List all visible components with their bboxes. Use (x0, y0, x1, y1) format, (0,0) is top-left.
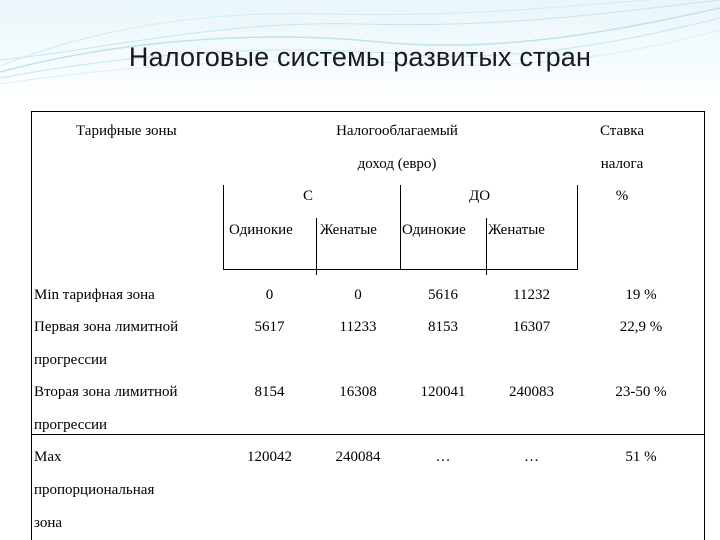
subheader-single: Одинокие (229, 222, 293, 238)
table-cell: 16307 (512, 319, 551, 335)
zone-label: Min тарифная зона (34, 287, 155, 303)
table-cell: 11232 (513, 287, 550, 303)
table-cell: 240084 (335, 449, 381, 465)
header-income-line1: Налогооблагаемый (336, 123, 458, 139)
header-divider (223, 269, 578, 270)
table-cell: 16308 (339, 384, 377, 400)
zone-label: зона (34, 515, 63, 531)
rate-cell: 22,9 % (619, 319, 663, 335)
column-divider (400, 185, 401, 269)
table-cell: 8154 (254, 384, 285, 400)
zone-label: пропорциональная (34, 482, 155, 498)
subheader-single: Одинокие (402, 222, 466, 238)
table-cell: 0 (354, 287, 362, 303)
column-divider (316, 218, 317, 275)
table-cell: … (435, 449, 451, 465)
table-cell: 5617 (254, 319, 285, 335)
table-cell: 11233 (339, 319, 377, 335)
header-from: С (303, 188, 314, 204)
header-to: ДО (469, 188, 491, 204)
zone-label: Первая зона лимитной (34, 319, 179, 335)
rate-cell: 19 % (625, 287, 657, 303)
header-rate-line1: Ставка (599, 123, 644, 139)
column-divider (486, 218, 487, 275)
page-title: Налоговые системы развитых стран (128, 42, 592, 72)
rate-cell: 23-50 % (615, 384, 667, 400)
header-zones: Тарифные зоны (76, 123, 177, 139)
table-cell: 120042 (247, 449, 292, 465)
table-cell: 120041 (420, 384, 466, 400)
zone-label: Max (34, 449, 62, 465)
zone-label: Вторая зона лимитной (34, 384, 178, 400)
subheader-married: Женатые (320, 222, 377, 238)
zone-label: прогрессии (34, 352, 108, 368)
table-cell: 0 (265, 287, 274, 303)
column-divider (223, 185, 224, 269)
rate-cell: 51 % (625, 449, 657, 465)
table-cell: 8153 (428, 319, 458, 335)
row-divider (32, 434, 704, 435)
header-income-line2: доход (евро) (357, 156, 437, 172)
table-cell: … (524, 449, 539, 465)
subheader-married: Женатые (488, 222, 545, 238)
table-cell: 5616 (428, 287, 458, 303)
zone-label: прогрессии (34, 417, 108, 433)
tax-zones-table (31, 111, 705, 540)
header-rate-line3: % (615, 188, 629, 204)
table-cell: 240083 (509, 384, 554, 400)
header-rate-line2: налога (600, 156, 644, 172)
